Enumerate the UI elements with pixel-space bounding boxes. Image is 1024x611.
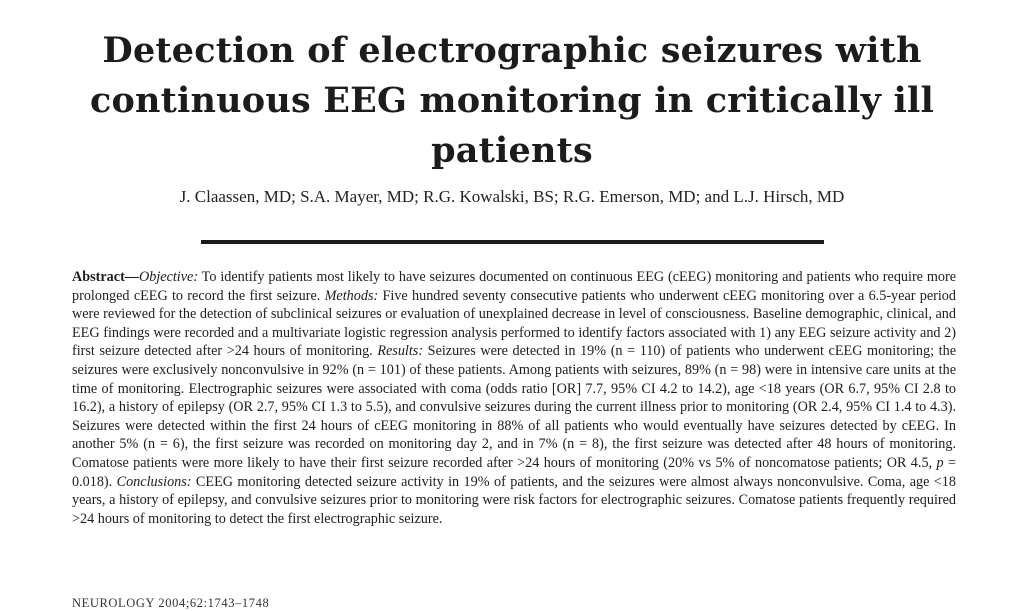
results-text-end: = 0.018). <box>72 454 956 490</box>
results-text: Seizures were detected in 19% (n = 110) of patients who underwent cEEG monitoring; the seizures were exclusively nonconvulsive in 92% (n = 101) of these patients. Among patients with seizures, 89% (n = 98) were in intensive care units at the time of monitoring. Electrographic seizures were associated with coma (odds ratio [OR] 7.7, 95% CI 4.2 to 14.2), age <18 years (OR 6.7, 95% CI 2.8 to 16.2), a history of epilepsy (OR 2.7, 95% CI 1.3 to 5.5), and convulsive seizures during the current illness prior to monitoring (OR 2.4, 95% CI 1.4 to 4.3). Seizures were detected within the first 24 hours of cEEG monitoring in 88% of all patients who would eventually have seizures detected by cEEG. In another 5% (n = 6), the first seizure was recorded on monitoring day 2, and in 7% (n = 8), the first seizure was detected after 48 hours of monitoring. Comatose patients were more likely to have their first seizure recorded after >24 hours of monitoring (20% vs 5% of noncomatose patients; OR 4.5, <box>72 343 956 471</box>
methods-label: Methods: <box>324 287 379 304</box>
results-label: Results: <box>377 343 424 360</box>
conclusions-label: Conclusions: <box>116 473 192 490</box>
methods-text: Five hundred seventy consecutive patients who underwent cEEG monitoring over a 6.5-year period were reviewed for the detection of subclinical seizures or evaluation of unexplained decrease in level of consciousness. Baseline demographic, clinical, and EEG findings were recorded and a multivariate logistic regression analysis performed to identify factors associated with 1) any EEG seizure activity and 2) first seizure detected after >24 hours of monitoring. <box>72 287 956 360</box>
journal-citation: NEUROLOGY 2004;62:1743–1748 <box>72 596 270 610</box>
objective-text: To identify patients most likely to have seizures documented on continuous EEG (cEEG) monitoring and patients who require more prolonged cEEG to record the first seizure. <box>72 269 956 304</box>
author-list: J. Claassen, MD; S.A. Mayer, MD; R.G. Kowalski, BS; R.G. Emerson, MD; and L.J. Hirsch, MD <box>179 187 845 206</box>
paper-title: Detection of electrographic seizures with continuous EEG monitoring in critically ill patients <box>89 30 935 171</box>
objective-label: Objective: <box>138 269 199 285</box>
title-divider <box>201 240 824 244</box>
conclusions-text: CEEG monitoring detected seizure activity in 19% of patients, and the seizures were almost always nonconvulsive. Coma, age <18 years, a history of epilepsy, and convulsive seizures prior to monitoring were risk factors for electrographic seizures. Comatose patients frequently required >24 hours of monitoring to detect the first electrographic seizure. <box>72 473 956 527</box>
abstract-heading: Abstract— <box>72 269 139 285</box>
p-value-symbol: p <box>936 454 944 471</box>
abstract <box>72 268 956 528</box>
